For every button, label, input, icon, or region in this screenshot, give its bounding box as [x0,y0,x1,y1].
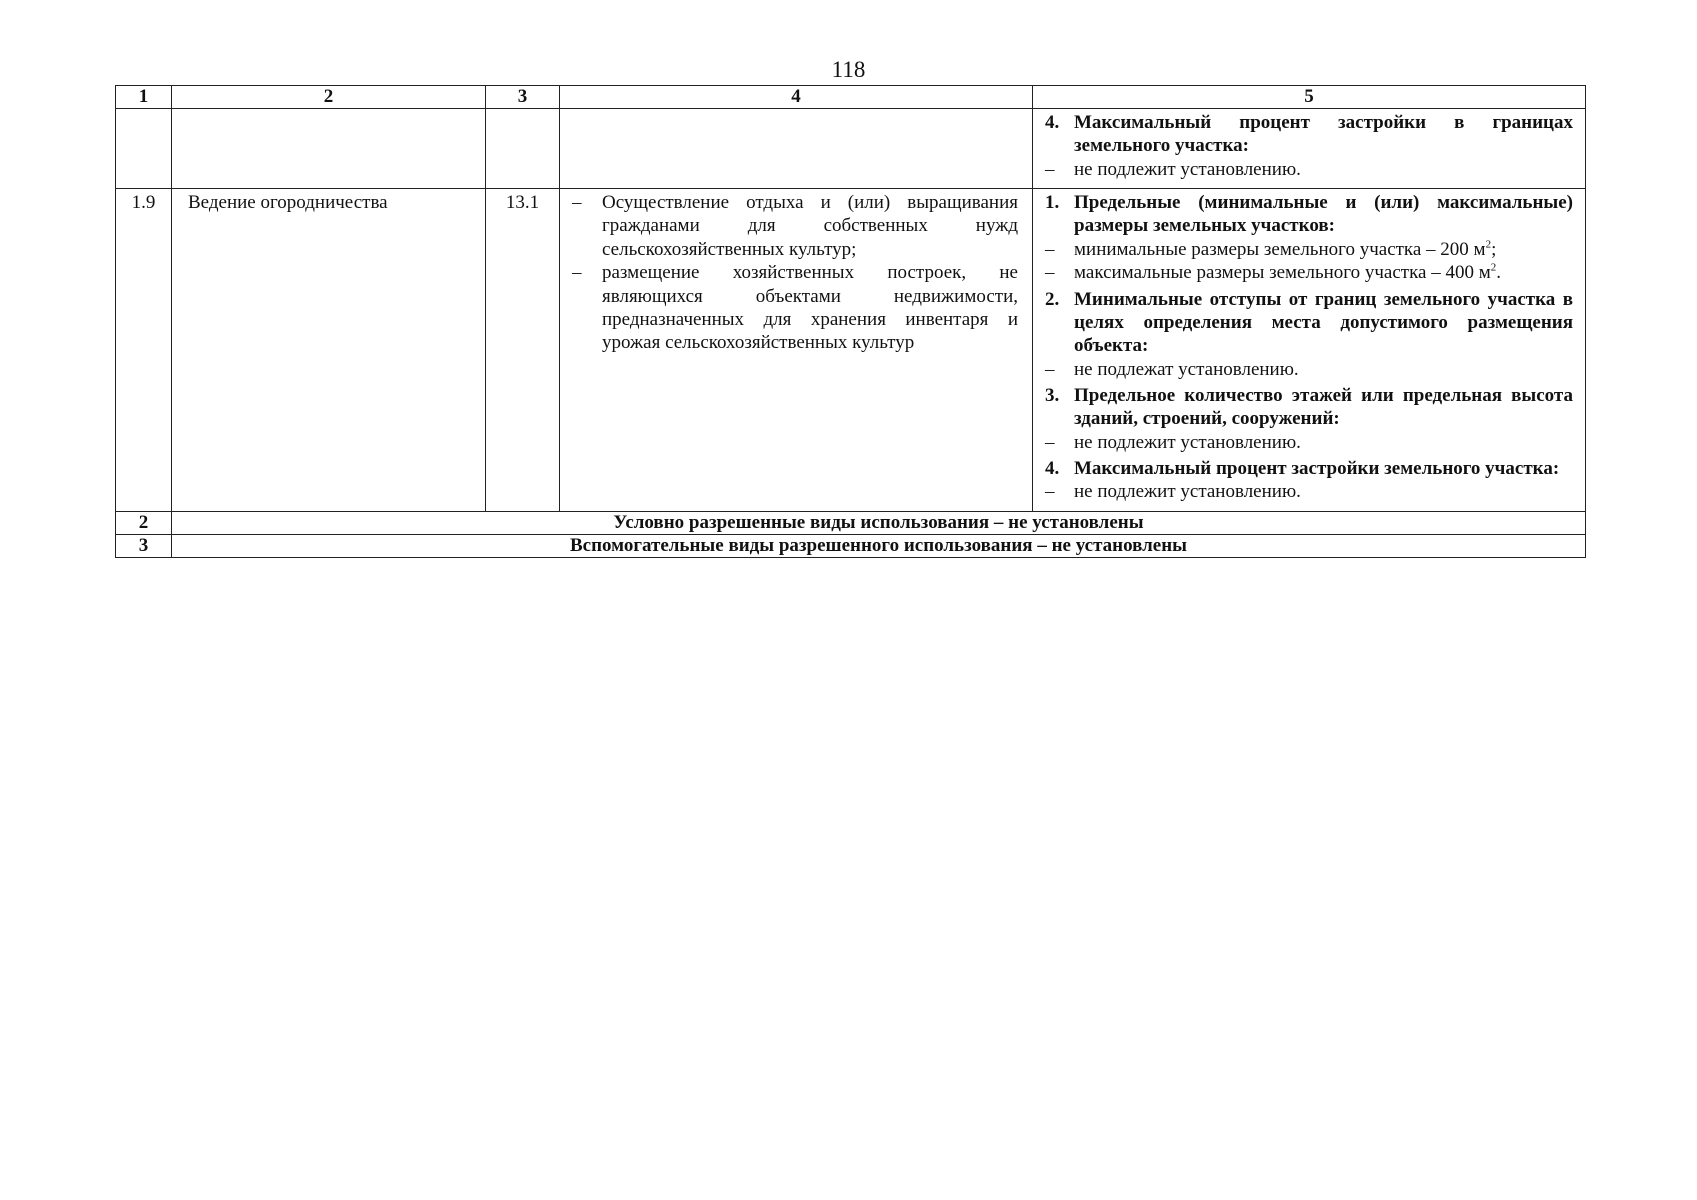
param-heading [1045,191,1573,238]
param-value: не подлежат установлению. [1074,358,1299,380]
dash-marker: – [1045,358,1055,380]
param-block [1045,111,1573,181]
param-title: Предельные (минимальные и (или) максимальные) размеры земельных участков: [1074,192,1573,237]
description-text: размещение хозяйственных построек, не являющихся объектами недвижимости, предназначенных для хранения инвентаря и урожая сельскохозяйственных культур [602,262,1018,354]
section-number: 2 [116,511,172,534]
section-row [116,534,1586,557]
param-heading [1045,384,1573,431]
param-title: Максимальный процент застройки земельного участка: [1074,458,1560,480]
continuation-desc-cell [560,109,1033,189]
dash-marker: – [1045,481,1055,503]
land-use-table [115,85,1586,558]
param-number: 1. [1045,192,1060,214]
param-title: Минимальные отступы от границ земельного участка в целях определения места допустимого размещения объекта: [1074,288,1573,357]
param-heading [1045,457,1573,480]
param-number: 4. [1045,112,1060,133]
row-parameters [1033,189,1586,512]
section-number: 3 [116,534,172,557]
param-value-line [1045,358,1573,381]
continuation-name-cell [172,109,486,189]
param-value-text: максимальные размеры земельного участка – 400 м [1074,262,1491,284]
param-value-line [1045,238,1573,261]
param-value-line [1045,261,1573,284]
section-title: Вспомогательные виды разрешенного использования – не установлены [172,534,1586,557]
dash-marker: – [1045,238,1055,260]
row-number: 1.9 [116,189,172,512]
param-block [1045,288,1573,381]
param-number: 2. [1045,288,1060,310]
page-number: 118 [831,57,866,82]
row-description [560,189,1033,512]
param-value [1074,238,1573,261]
param-block [1045,191,1573,284]
dash-marker: – [1045,262,1055,284]
continuation-row [116,109,1586,189]
table-row [116,189,1586,512]
header-col-3: 3 [486,86,560,109]
dash-marker: – [572,192,582,214]
param-heading [1045,111,1573,158]
description-item [572,261,1018,354]
row-use-name: Ведение огородничества [172,189,486,512]
param-block [1045,457,1573,504]
param-value: не подлежит установлению. [1074,481,1301,503]
param-value: не подлежит установлению. [1074,158,1301,180]
description-item [572,191,1018,261]
superscript: 2 [1490,261,1497,274]
section-row [116,511,1586,534]
continuation-params-cell [1033,109,1586,189]
param-block [1045,384,1573,454]
param-value: не подлежит установлению. [1074,431,1301,453]
header-col-5: 5 [1033,86,1586,109]
header-col-4: 4 [560,86,1033,109]
dash-marker: – [572,262,582,284]
param-title: Максимальный процент застройки в границах земельного участка: [1074,112,1573,157]
header-col-1: 1 [116,86,172,109]
param-heading [1045,288,1573,358]
description-text: Осуществление отдыха и (или) выращивания гражданами для собственных нужд сельскохозяйственных культур; [602,192,1018,260]
param-number: 3. [1045,384,1060,406]
param-value-line [1045,158,1573,181]
row-classifier-code: 13.1 [486,189,560,512]
superscript: 2 [1485,238,1492,251]
param-number: 4. [1045,458,1060,480]
param-value-line [1045,431,1573,454]
param-value-line [1045,480,1573,503]
dash-marker: – [1045,158,1055,180]
param-title: Предельное количество этажей или предельная высота зданий, строений, сооружений: [1074,384,1573,430]
param-value-punct: . [1496,262,1501,284]
param-value [1074,261,1573,284]
continuation-num-cell [116,109,172,189]
section-title: Условно разрешенные виды использования – не установлены [172,511,1586,534]
param-value-text: минимальные размеры земельного участка – 200 м [1074,238,1486,260]
param-value-punct: ; [1491,238,1497,260]
header-row [116,86,1586,109]
header-col-2: 2 [172,86,486,109]
dash-marker: – [1045,431,1055,453]
continuation-code-cell [486,109,560,189]
